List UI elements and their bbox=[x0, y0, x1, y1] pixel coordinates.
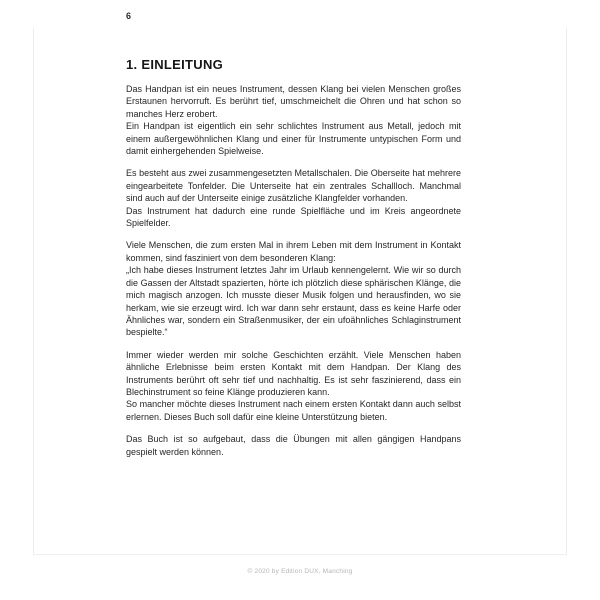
paragraph: Es besteht aus zwei zusammengesetzten Metallschalen. Die Oberseite hat mehrere eingearbeitete Tonfelder. Die Unterseite hat ein zentrales Schallloch. Manchmal sind auch auf der Unterseite einige zusätzliche Klangfelder vorhanden. bbox=[126, 168, 461, 204]
copyright-footer: © 2020 by Edition DUX, Manching bbox=[247, 568, 353, 575]
page-edge-left bbox=[33, 28, 34, 556]
paragraph: Viele Menschen, die zum ersten Mal in ihrem Leben mit dem Instrument in Kontakt kommen, sind fasziniert von dem besonderen Klang: bbox=[126, 240, 461, 263]
paragraph-group bbox=[126, 167, 461, 229]
paragraph-group bbox=[126, 239, 461, 338]
paragraph-quote: „Ich habe dieses Instrument letztes Jahr im Urlaub kennengelernt. Wie wir so durch die Gassen der Altstadt spazierten, hörte ich plötzlich diese sphärischen Klänge, die mich magisch anzogen. Ich musste dieser Musik folgen und herausfinden, wo sie herkam, wie sie erzeugt wird. Ich war dann sehr erstaunt, dass es keine Harfe oder Ähnliches war, sondern ein Straßenmusiker, der ein ufoähnliches Schlaginstrument bespielte.“ bbox=[126, 265, 461, 338]
page-content bbox=[126, 11, 461, 458]
paragraph: Immer wieder werden mir solche Geschichten erzählt. Viele Menschen haben ähnliche Erlebnisse beim ersten Kontakt mit dem Handpan. Der Klang des Instruments berührt oft sehr tief und nachhaltig. Es ist sehr faszinierend, dass ein Blechinstrument so feine Klänge produzieren kann. bbox=[126, 349, 461, 397]
paragraph-group bbox=[126, 83, 461, 157]
page-edge-right bbox=[566, 28, 567, 556]
body-text bbox=[126, 83, 461, 458]
paragraph: Das Instrument hat dadurch eine runde Spielfläche und im Kreis angeordnete Spielfelder. bbox=[126, 205, 461, 229]
paragraph: So mancher möchte dieses Instrument nach einem ersten Kontakt dann auch selbst erlernen. Dieses Buch soll dafür eine kleine Unterstützung bieten. bbox=[126, 399, 461, 422]
paragraph-group bbox=[126, 349, 461, 423]
paragraph: Das Handpan ist ein neues Instrument, dessen Klang bei vielen Menschen großes Erstaunen hervorruft. Es berührt tief, umschmeichelt die Ohren und hat schon so manches Herz erobert. bbox=[126, 84, 461, 119]
page-edge-bottom bbox=[33, 554, 567, 555]
paragraph: Ein Handpan ist eigentlich ein sehr schlichtes Instrument aus Metall, jedoch mit einem außergewöhnlichen Klang und einer für Instrumente untypischen Form und damit einhergehenden Spielweise. bbox=[126, 121, 461, 157]
chapter-heading: 1. EINLEITUNG bbox=[126, 57, 224, 72]
paragraph-group bbox=[126, 433, 461, 458]
paragraph: Das Buch ist so aufgebaut, dass die Übungen mit allen gängigen Handpans gespielt werden können. bbox=[126, 434, 461, 457]
page-number: 6 bbox=[126, 11, 132, 21]
